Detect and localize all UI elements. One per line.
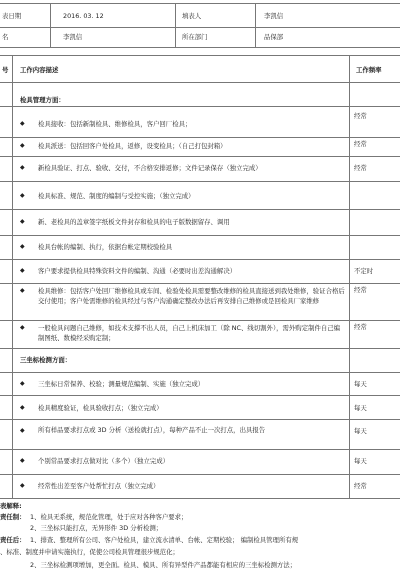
name-label: 名 — [2, 33, 9, 41]
table-top-border — [0, 55, 400, 56]
row-border — [0, 156, 400, 157]
row-text: 所有样品要求打点或 3D 分析（送检就打点），每种产品不止一次打点，出具报告 — [38, 426, 266, 434]
bullet-icon: ◆ — [20, 324, 25, 331]
row-border — [0, 137, 400, 138]
bullet-icon: ◆ — [20, 457, 25, 464]
row-text: 经常性出差至客户处帮忙打点（独立完成） — [38, 482, 160, 490]
bullet-icon: ◆ — [20, 287, 25, 294]
bullet-icon: ◆ — [20, 427, 25, 434]
row-border — [0, 449, 400, 450]
row-border — [0, 395, 400, 396]
duty-line: 1、排查、整理所有公司、客户处检具，建立流水清单、台帐、定期校验； 编制检具管理所有规 — [30, 536, 299, 544]
bullet-icon: ◆ — [20, 120, 25, 127]
row-freq: 经常 — [354, 140, 367, 148]
row-text: 检具标准、规范、制度的编制与受控实施；（独立完成） — [38, 192, 195, 200]
row-freq: 经常 — [354, 112, 367, 120]
bullet-icon: ◆ — [20, 192, 25, 199]
bullet-icon: ◆ — [20, 243, 25, 250]
row-text: 新、老检具的盖章签字纸板文件封存和检具的电子版数据留存、调用 — [38, 218, 230, 226]
row-border — [0, 372, 400, 373]
row-freq: 每天 — [354, 404, 367, 412]
row-freq: 每天 — [354, 380, 367, 388]
resp-line: 2、三坐标只能打点，无异形件 3D 分析检测； — [30, 524, 163, 532]
row-border — [0, 320, 400, 321]
header-divider — [175, 3, 176, 47]
dept-value: 品保部 — [264, 33, 284, 41]
row-border — [0, 209, 400, 210]
row-text: 一般检具问题自己维修，如技术支撑不出人员，自己上机床加工（除 NC、线切割外），需外购定制件自己编制图纸、数模经采购定制； — [38, 324, 341, 342]
row-text: 检具台帐的编制、执行，依据台帐定期校验检具 — [38, 243, 173, 251]
row-freq: 经常 — [354, 286, 367, 294]
row-freq: 经常 — [354, 323, 367, 331]
row-border — [0, 259, 400, 260]
row-freq: 每天 — [354, 457, 367, 465]
name-value: 李凯信 — [63, 33, 83, 41]
bullet-icon: ◆ — [20, 267, 25, 274]
table-header-bottom — [0, 82, 400, 83]
row-border — [0, 181, 400, 182]
row-text: 个别常品要求打点做对比（多个）（独立完成） — [38, 457, 170, 465]
row-freq: 每天 — [354, 427, 367, 435]
row-border — [0, 348, 400, 349]
footer-heading: 表解释: — [0, 502, 22, 510]
section-title: 检具管理方面： — [20, 96, 65, 104]
bullet-icon: ◆ — [20, 142, 25, 149]
filler-label: 填表人 — [182, 12, 202, 20]
bullet-icon: ◆ — [20, 482, 25, 489]
duty-label: 责任后： — [0, 536, 26, 544]
row-freq: 经常 — [354, 482, 367, 490]
duty-line: 2、三坐标检测项增加，更全面。检具、模具、所有异型件产品都能有相应的三坐标检测方法； — [30, 561, 297, 569]
row-text: 三坐标日常保养、校验；测量规范编制、实施（独立完成） — [38, 380, 205, 388]
row-text: 检具接收：包括新制检具、维修检具，客户回厂检具； — [38, 120, 192, 128]
row-border — [0, 235, 400, 236]
table-col-divider — [12, 55, 13, 499]
header-top-border — [0, 3, 400, 4]
footer-notes — [0, 502, 400, 578]
row-border — [0, 106, 400, 107]
resp-line: 1、检具无系统，规范化管理，处于应对各种客户要求； — [30, 513, 188, 521]
bullet-icon: ◆ — [20, 380, 25, 387]
col-desc-header: 工作内容描述 — [20, 66, 59, 74]
resp-label: 责任制： — [0, 513, 26, 521]
row-border — [0, 283, 400, 284]
dept-label: 所在部门 — [182, 33, 208, 41]
row-border — [0, 419, 400, 420]
row-freq: 经常 — [354, 164, 367, 172]
table-col-divider — [349, 55, 350, 499]
date-value: 2016. 03. 12 — [63, 12, 104, 20]
row-text: 客户要求提供检具特殊资料文件的编制、沟通（必要时出差沟通解决） — [38, 267, 237, 275]
col-no-header: 号 — [2, 66, 9, 74]
bullet-icon: ◆ — [20, 218, 25, 225]
duty-line: 、标准、制度并申请实施执行，促使公司检具管理很步规范化； — [0, 548, 179, 556]
date-label: 表日期 — [2, 12, 22, 20]
header-mid-border — [0, 27, 400, 28]
table-bottom-border — [0, 498, 400, 499]
row-freq: 不定时 — [354, 267, 374, 275]
header-bottom-border — [0, 47, 400, 48]
header-divider — [255, 3, 256, 47]
bullet-icon: ◆ — [20, 404, 25, 411]
section-title: 三坐标检测方面： — [20, 356, 72, 364]
filler-value: 李凯信 — [264, 12, 284, 20]
row-border — [0, 474, 400, 475]
header-divider — [50, 3, 51, 47]
bullet-icon: ◆ — [20, 164, 25, 171]
row-text: 检具维修：包括客户处回厂维修检具或车间、检验处检具需要整改维修的检具直接送到我处维修，验证合格后交付使用；客户处需维修的检具经过与客户沟通确定整改办法后再安排自己维修或是回检具厂家维修 — [38, 287, 345, 305]
col-freq-header: 工作频率 — [356, 66, 382, 74]
row-text: 检具精度验证，检具验收打点；（独立完成） — [38, 404, 163, 412]
row-text: 检具派送：包括回客户处检具，返修，设变检具；（自己打包封箱） — [38, 142, 227, 150]
row-text: 新检具验证、打点、验收、交付，不合格安排返修；文件记录保存（独立完成） — [38, 164, 262, 172]
